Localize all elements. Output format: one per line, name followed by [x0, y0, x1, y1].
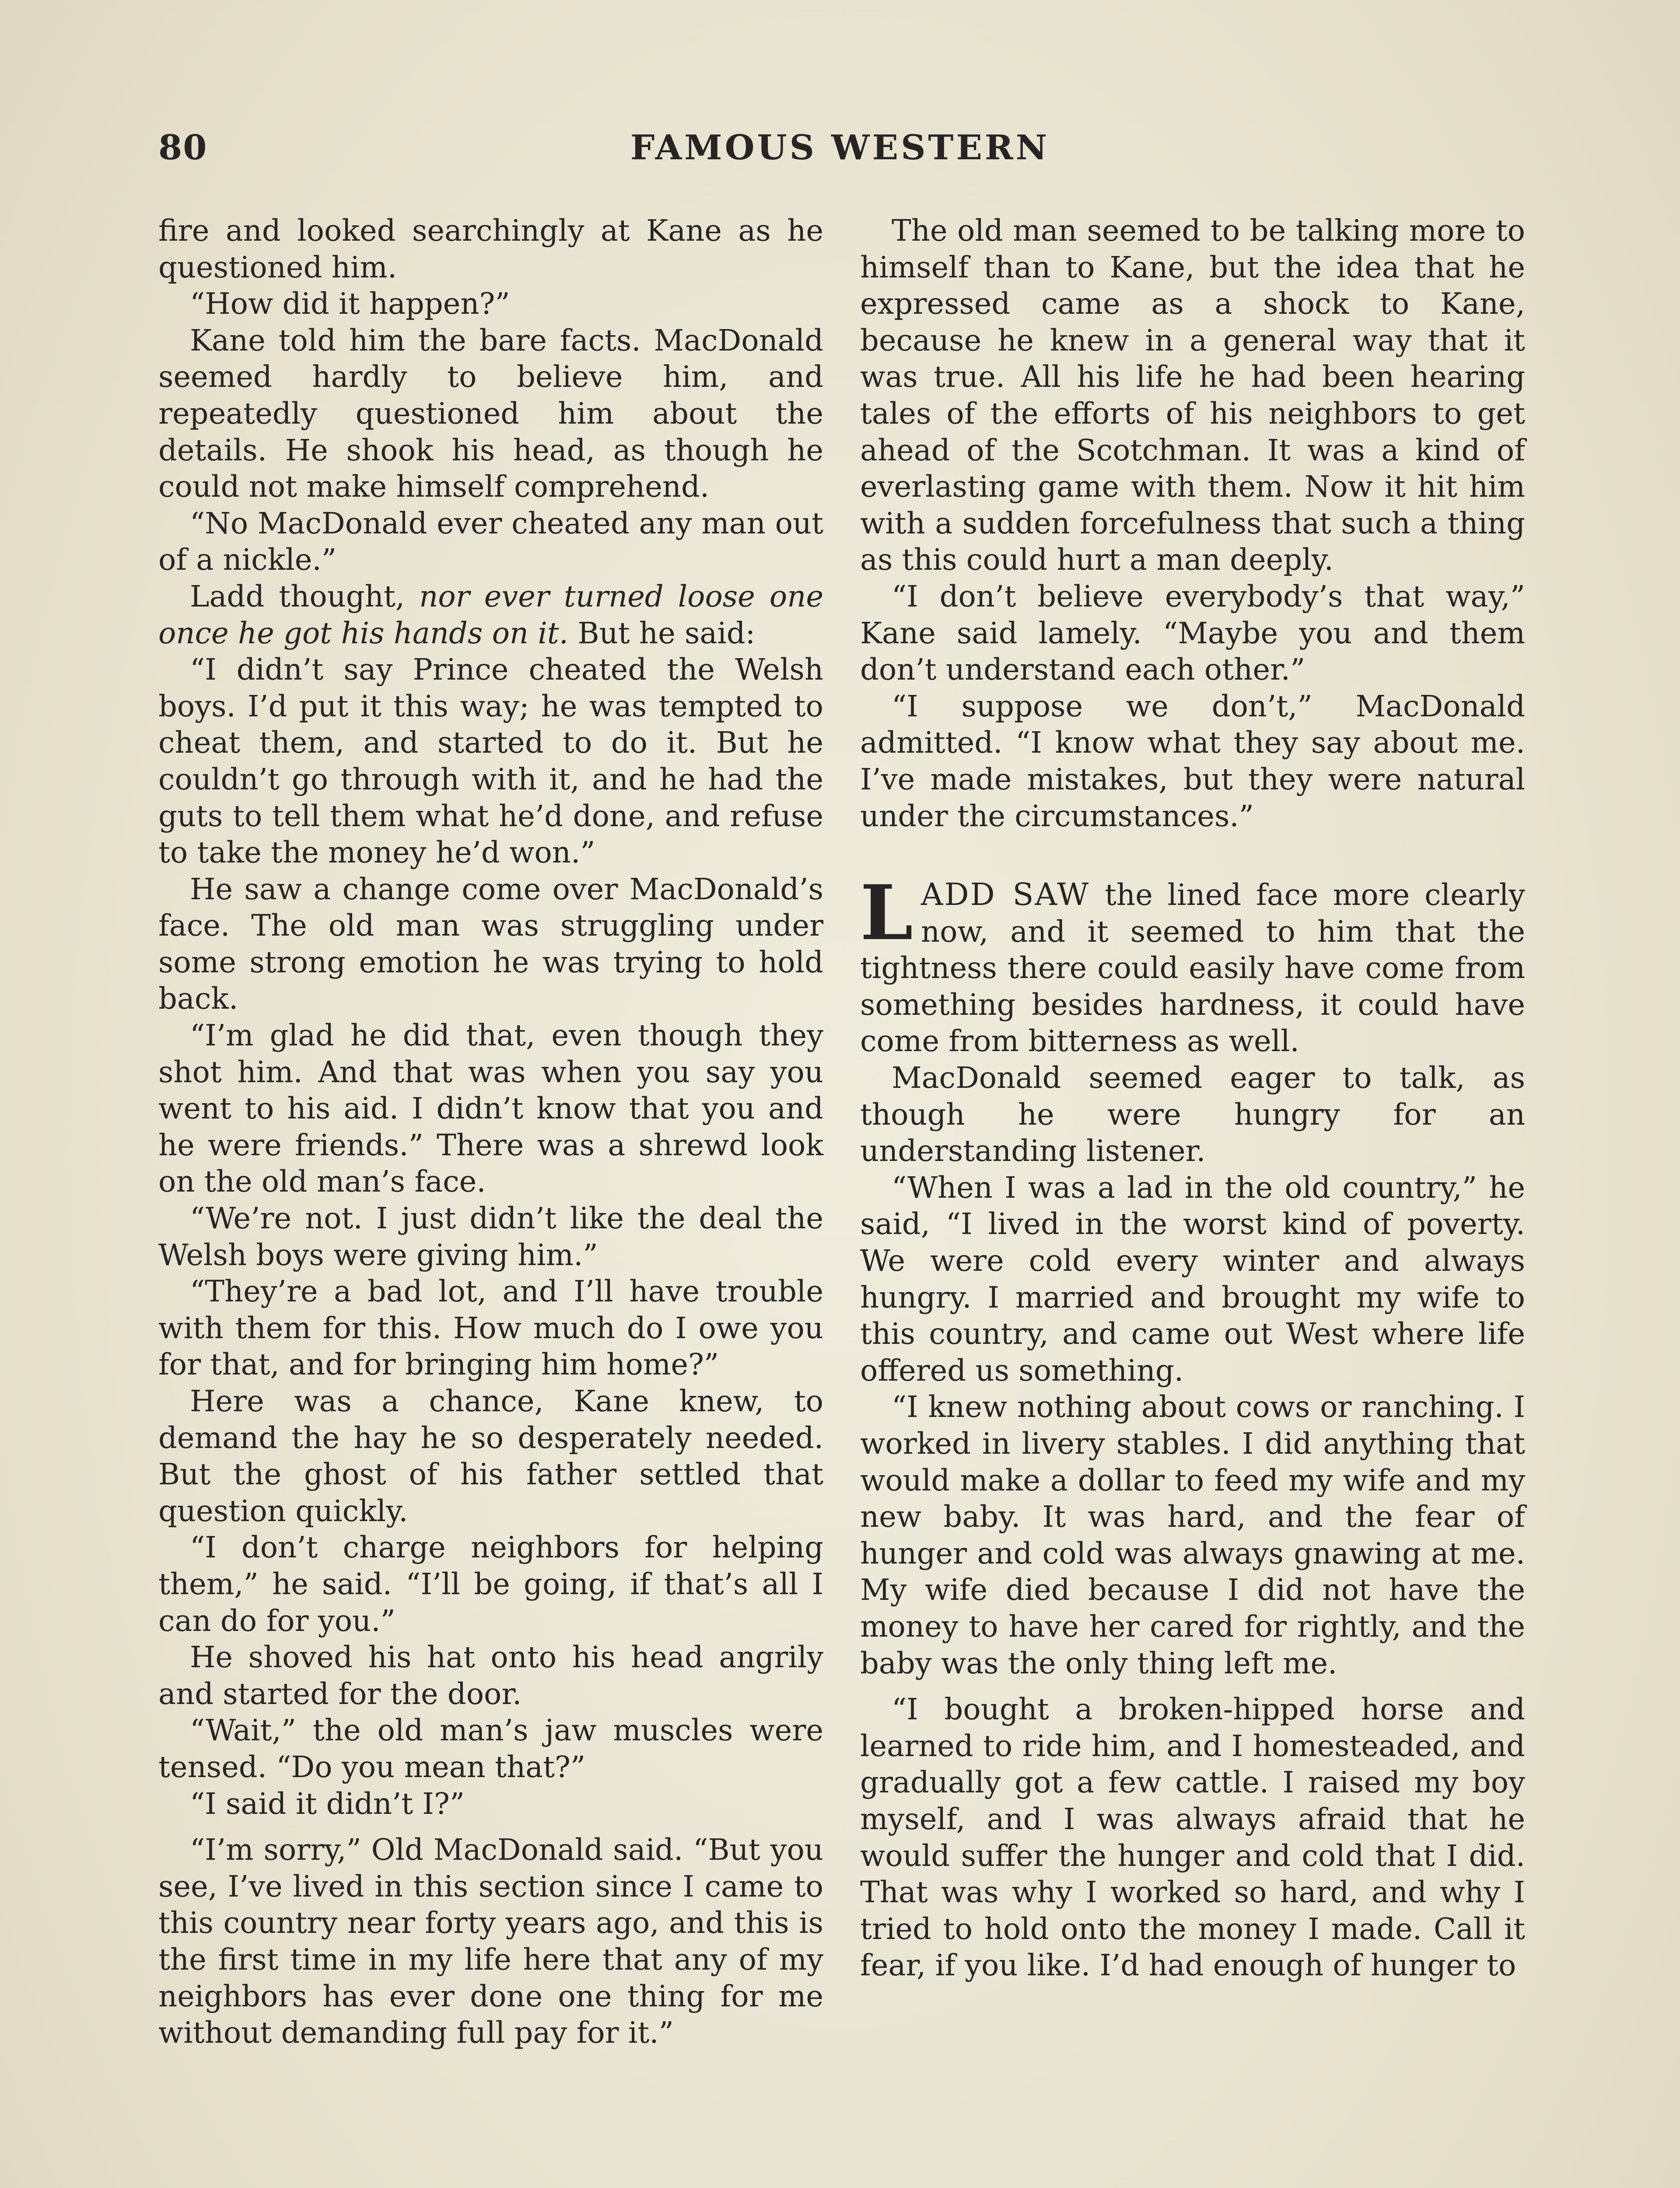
paragraph-text: Kane told him the bare facts. MacDonald seemed hardly to believe him, and repeatedly questioned him about the details. He shook his head, as though he could not make himself comprehend.: [158, 323, 823, 504]
paragraph: [158, 652, 823, 871]
paragraph: [158, 1529, 823, 1639]
paragraph: [158, 1383, 823, 1529]
paragraph: [860, 213, 1525, 579]
paragraph-text: “They’re a bad lot, and I’ll have trouble with them for this. How much do I owe you for that, and for bringing him home?”: [158, 1274, 823, 1382]
paragraph-text: “I’m sorry,” Old MacDonald said. “But you see, I’ve lived in this section since I came to this country near forty years ago, and this is the first time in my life here that any of my neighbors has ever done one thing for me without demanding full pay for it.”: [158, 1833, 823, 2050]
paragraph: [158, 1273, 823, 1383]
paragraph-text: Here was a chance, Kane knew, to demand the hay he so desperately needed. But the ghost of his father settled that question quickly.: [158, 1384, 823, 1528]
paragraph-text: He saw a change come over MacDonald’s face. The old man was struggling under some strong emotion he was trying to hold back.: [158, 872, 823, 1016]
paragraph-text: The old man seemed to be talking more to himself than to Kane, but the idea that he expressed came as a shock to Kane, because he knew in a general way that it was true. All his life he had been hearing tales of the efforts of his neighbors to get ahead of the Scotchman. It was a kind of everlasting game with them. Now it hit him with a sudden forcefulness that such a thing as this could hurt a man deeply.: [860, 214, 1525, 577]
page-header: [0, 128, 1680, 185]
paragraph-text: “I’m glad he did that, even though they shot him. And that was when you say you went to his aid. I didn’t know that you and he were friends.” There was a shrewd look on the old man’s face.: [158, 1018, 823, 1199]
left-column: [158, 213, 823, 2051]
paragraph-text: fire and looked searchingly at Kane as he questioned him.: [158, 214, 823, 284]
italic-thought: nor ever turned loose one once he got his hands on it.: [158, 579, 823, 650]
paragraph: [158, 1017, 823, 1200]
paragraph-text: He shoved his hat onto his head angrily and started for the door.: [158, 1640, 823, 1711]
right-column: [860, 213, 1525, 1984]
drop-cap: L: [860, 868, 913, 957]
paragraph-text: “I knew nothing about cows or ranching. I worked in livery stables. I did anything that would make a dollar to feed my wife and my new baby. It was hard, and the fear of hunger and cold was always gnawing at me. My wife died because I did not have the money to have her cared for rightly, and the baby was the only thing left me.: [860, 1390, 1525, 1680]
paragraph-text: “No MacDonald ever cheated any man out of a nickle.”: [158, 506, 823, 577]
paragraph: [158, 505, 823, 579]
paragraph: [860, 1060, 1525, 1170]
paragraph-text-after: But he said:: [568, 616, 756, 650]
paragraph: [860, 1389, 1525, 1682]
paragraph-text: “I suppose we don’t,” MacDonald admitted. “I know what they say about me. I’ve made mistakes, but they were natural under the circumstances.”: [860, 689, 1525, 833]
paragraph-text: “I don’t charge neighbors for helping them,” he said. “I’ll be going, if that’s all I can do for you.”: [158, 1530, 823, 1638]
paragraph-text: “How did it happen?”: [190, 287, 510, 321]
paragraph: [158, 1832, 823, 2051]
running-title: FAMOUS WESTERN: [630, 128, 1050, 168]
paragraph: [860, 688, 1525, 835]
paragraph-text: “I bought a broken-hipped horse and learned to ride him, and I homesteaded, and gradually got a few cattle. I raised my boy myself, and I was always afraid that he would suffer the hunger and cold that I did. That was why I worked so hard, and why I tried to hold onto the money I made. Call it fear, if you like. I’d had enough of hunger to: [860, 1692, 1525, 1983]
paragraph: [860, 579, 1525, 688]
paragraph-text: “We’re not. I just didn’t like the deal the Welsh boys were giving him.”: [158, 1201, 823, 1272]
paragraph-text: MacDonald seemed eager to talk, as though he were hungry for an understanding listener.: [860, 1061, 1525, 1168]
paragraph: [158, 871, 823, 1017]
paragraph: [158, 1200, 823, 1273]
paragraph-text: “Wait,” the old man’s jaw muscles were tensed. “Do you mean that?”: [158, 1713, 823, 1784]
paragraph: [860, 868, 1525, 1060]
paragraph: [158, 323, 823, 505]
page-number: 80: [158, 128, 208, 168]
lead-in-caps: ADD SAW: [920, 877, 1090, 913]
paragraph-text: Ladd thought,: [190, 579, 420, 614]
paragraph: [158, 213, 823, 286]
paragraph-text: the lined face more clearly now, and it seemed to him that the tightness there could easily have come from something besides hardness, it could have come from bitterness as well.: [860, 878, 1525, 1059]
paragraph: [158, 1712, 823, 1785]
paragraph: [158, 1639, 823, 1712]
paragraph: [158, 579, 823, 652]
paragraph: [158, 1786, 823, 1823]
paragraph-text: “I don’t believe everybody’s that way,” Kane said lamely. “Maybe you and them don’t understand each other.”: [860, 579, 1525, 687]
paragraph-text: “I didn’t say Prince cheated the Welsh boys. I’d put it this way; he was tempted to cheat them, and started to do it. But he couldn’t go through with it, and he had the guts to tell them what he’d done, and refuse to take the money he’d won.”: [158, 652, 823, 870]
paragraph: [860, 1691, 1525, 1984]
paragraph-text: “I said it didn’t I?”: [190, 1786, 465, 1821]
paragraph: [860, 1170, 1525, 1389]
paragraph-text: “When I was a lad in the old country,” he said, “I lived in the worst kind of poverty. We were cold every winter and always hungry. I married and brought my wife to this country, and came out West where life offered us something.: [860, 1170, 1525, 1388]
paragraph: [158, 286, 823, 323]
